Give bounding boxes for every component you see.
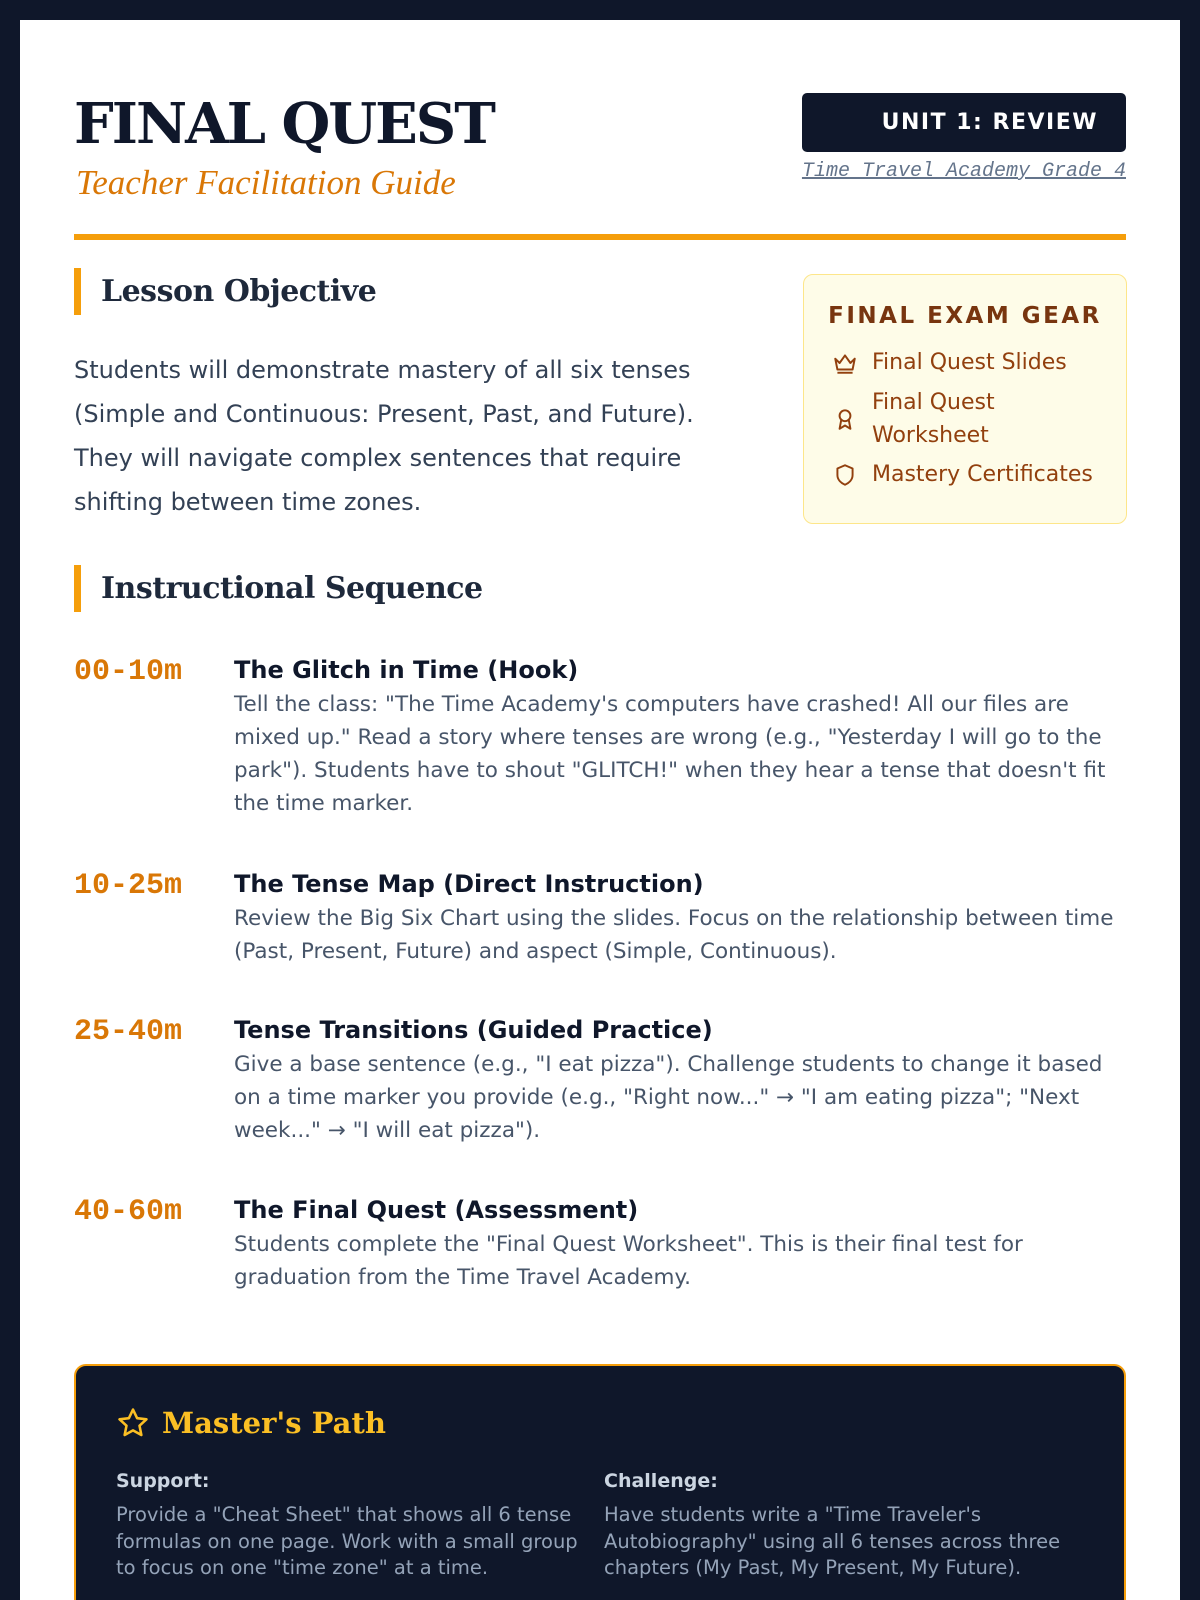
step-title: Tense Transitions (Guided Practice) bbox=[234, 1016, 713, 1044]
step-time: 40-60m bbox=[74, 1195, 183, 1229]
step-description: Tell the class: "The Time Academy's computers have crashed! All our files are mixed up." Read a story where tenses are wrong (e.g., "Yesterday I will go to the park"). Students have to shout "GLITCH!" when they hear a tense that doesn't fit the time marker. bbox=[234, 692, 1106, 816]
page-title: FINAL QUEST bbox=[74, 91, 494, 157]
star-icon bbox=[116, 1406, 150, 1440]
step-title: The Tense Map (Direct Instruction) bbox=[234, 870, 704, 898]
gear-item-worksheet[interactable] bbox=[832, 386, 1052, 452]
step-description: Give a base sentence (e.g., "I eat pizza"). Challenge students to change it based on a time marker you provide (e.g., "Right now..." → "I am eating pizza"; "Next week..." → "I will eat pizza"). bbox=[234, 1052, 1103, 1143]
gear-title: FINAL EXAM GEAR bbox=[828, 303, 1102, 329]
challenge-column bbox=[604, 1470, 1074, 1582]
step-time: 10-25m bbox=[74, 869, 183, 903]
masters-path-panel bbox=[74, 1364, 1126, 1600]
exam-gear-box bbox=[803, 274, 1127, 524]
gear-item-certificates[interactable] bbox=[832, 458, 1093, 491]
step-time: 25-40m bbox=[74, 1015, 183, 1049]
masters-path-heading bbox=[116, 1406, 386, 1440]
award-ribbon-icon bbox=[832, 406, 858, 432]
step-title: The Glitch in Time (Hook) bbox=[234, 656, 579, 684]
page-header bbox=[74, 78, 1126, 240]
gear-item-label: Final Quest Slides bbox=[872, 350, 1067, 375]
guide-page bbox=[20, 20, 1180, 1600]
sequence-heading: Instructional Sequence bbox=[74, 565, 483, 612]
objective-text: Students will demonstrate mastery of all six tenses (Simple and Continuous: Present, Past, and Future). They will navigate complex sentences that require shifting between time zones. bbox=[74, 356, 694, 516]
shield-icon bbox=[832, 462, 858, 488]
step-description: Review the Big Six Chart using the slides. Focus on the relationship between time (Past, Present, Future) and aspect (Simple, Continuous). bbox=[234, 906, 1114, 964]
page-subtitle: Teacher Facilitation Guide bbox=[76, 163, 456, 202]
support-text: Provide a "Cheat Sheet" that shows all 6 tense formulas on one page. Work with a small group to focus on one "time zone" at a time. bbox=[116, 1503, 578, 1579]
step-time: 00-10m bbox=[74, 655, 183, 689]
gear-item-label: Mastery Certificates bbox=[872, 462, 1093, 487]
support-column bbox=[116, 1470, 586, 1582]
step-title: The Final Quest (Assessment) bbox=[234, 1196, 639, 1224]
objective-heading: Lesson Objective bbox=[74, 268, 376, 315]
unit-badge: UNIT 1: REVIEW bbox=[802, 93, 1126, 152]
support-label: Support: bbox=[116, 1470, 210, 1492]
masters-path-title: Master's Path bbox=[162, 1406, 386, 1440]
academy-link[interactable]: Time Travel Academy Grade 4 bbox=[801, 160, 1126, 183]
step-description: Students complete the "Final Quest Worksheet". This is their final test for graduation from the Time Travel Academy. bbox=[234, 1232, 1023, 1290]
challenge-text: Have students write a "Time Traveler's Autobiography" using all 6 tenses across three chapters (My Past, My Present, My Future). bbox=[604, 1503, 1061, 1579]
crown-icon bbox=[832, 350, 858, 376]
challenge-label: Challenge: bbox=[604, 1470, 718, 1492]
gear-item-slides[interactable] bbox=[832, 346, 1067, 379]
gear-item-label: Final Quest Worksheet bbox=[872, 390, 995, 448]
